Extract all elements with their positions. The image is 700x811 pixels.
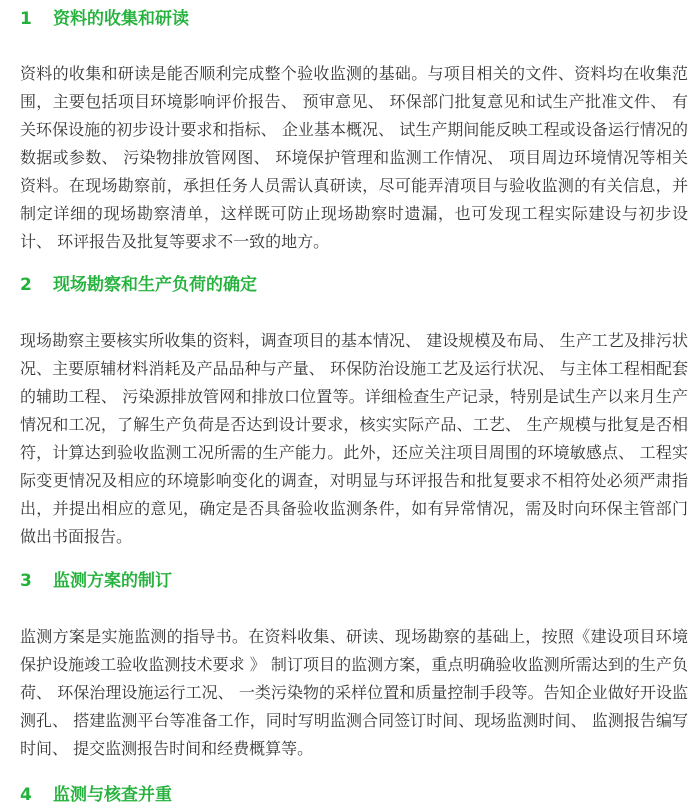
section-title: 监测方案的制订	[53, 571, 172, 591]
section-number: 3	[20, 571, 32, 591]
section-body-2: 现场勘察主要核实所收集的资料，调查项目的基本情况、 建设规模及布局、 生产工艺及排污状况、主要原辅材料消耗及产品品种与产量、 环保防治设施工艺及运行状况、 与主体工程相配套的辅助工程、 污染源排放管网和排放口位置等。详细检查生产记录，特别是试生产以来月生产情况和工况，了解生产负荷是否达到设计要求，核实实际产品、工艺、 生产规模与批复是否相符，计算达到验收监测工况所需的生产能力。此外，还应关注项目周围的环境敏感点、 工程实际变更情况及相应的环境影响变化的调查，对明显与环评报告和批复要求不相符处必须严肃指出，并提出相应的意见，确定是否具备验收监测条件，如有异常情况，需及时向环保主管部门做出书面报告。	[20, 331, 688, 546]
section-body-1: 资料的收集和研读是能否顺利完成整个验收监测的基础。与项目相关的文件、资料均在收集范围，主要包括项目环境影响评价报告、 预审意见、 环保部门批复意见和试生产批准文件、 有关环保设施的初步设计要求和指标、 企业基本概况、 试生产期间能反映工程或设备运行情况的数据或参数、 污染物排放管网图、 环境保护管理和监测工作情况、 项目周边环境情况等相关资料。在现场勘察前，承担任务人员需认真研读，尽可能弄清项目与验收监测的有关信息，并制定详细的现场勘察清单，这样既可防止现场勘察时遗漏，也可发现工程实际建设与初步设计、 环评报告及批复等要求不一致的地方。	[20, 64, 688, 251]
section-heading-3	[20, 566, 172, 596]
section-heading-4	[20, 780, 172, 810]
section-title: 监测与核查并重	[53, 785, 172, 805]
section-heading-2	[20, 270, 257, 300]
section-body-3: 监测方案是实施监测的指导书。在资料收集、研读、现场勘察的基础上，按照《建设项目环境保护设施竣工验收监测技术要求 》 制订项目的监测方案，重点明确验收监测所需达到的生产负荷、 环保治理设施运行工况、 一类污染物的采样位置和质量控制手段等。告知企业做好开设监测孔、 搭建监测平台等准备工作，同时写明监测合同签订时间、现场监测时间、 监测报告编写时间、 提交监测报告时间和经费概算等。	[20, 627, 688, 758]
section-number: 2	[20, 275, 32, 295]
section-title: 现场勘察和生产负荷的确定	[53, 275, 257, 295]
section-number: 4	[20, 785, 32, 805]
section-heading-1	[20, 4, 189, 34]
section-number: 1	[20, 9, 32, 29]
section-title: 资料的收集和研读	[53, 9, 189, 29]
